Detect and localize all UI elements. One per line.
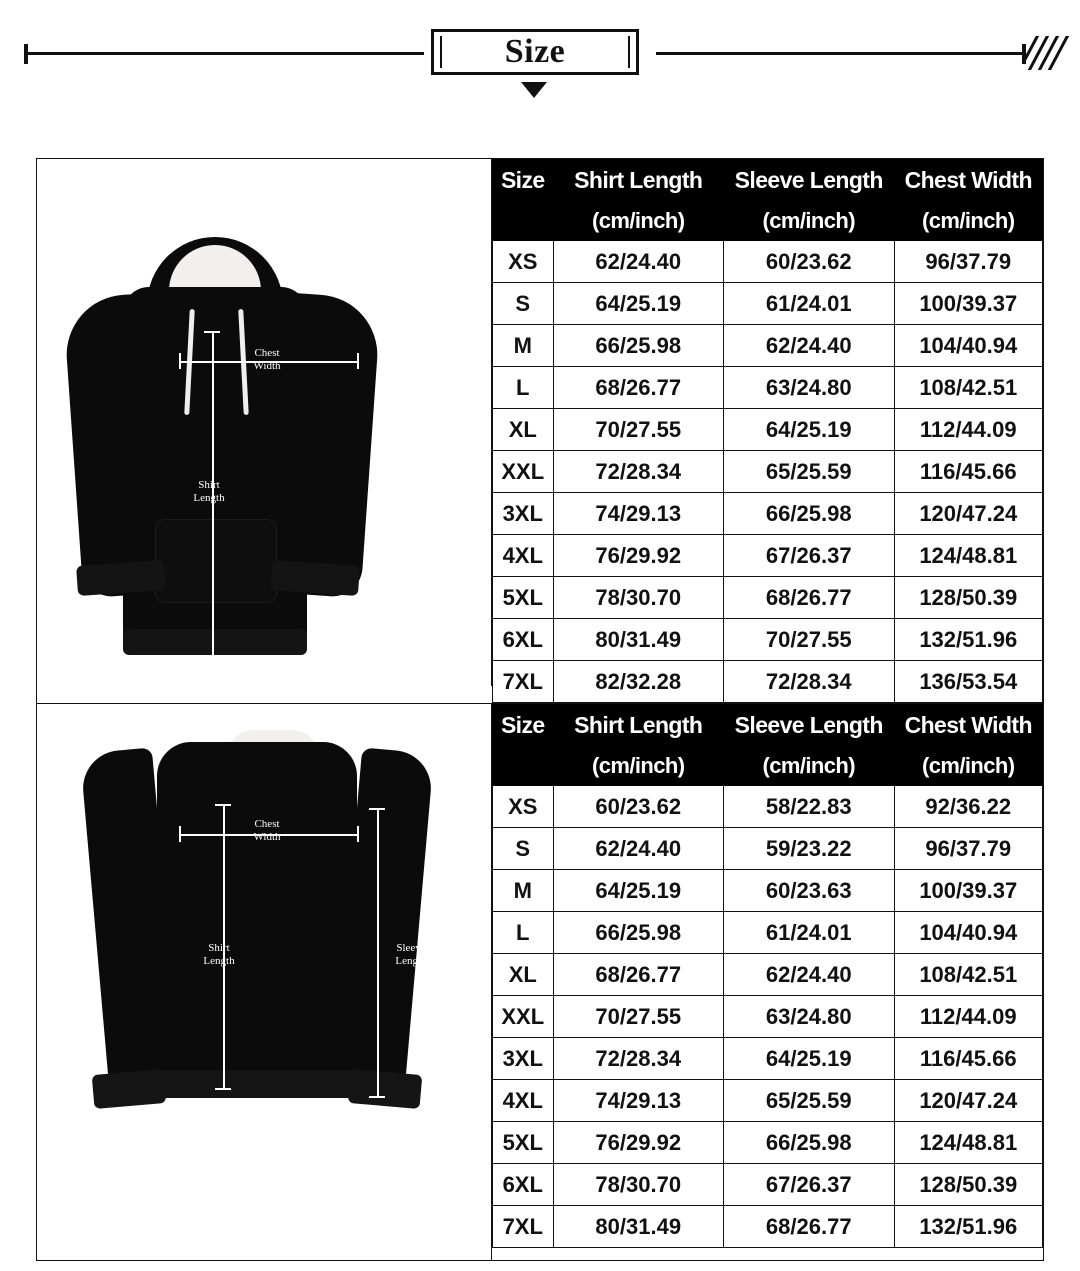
cell-shirt-length: 80/31.49 [553, 619, 724, 661]
cell-sleeve-length: 63/24.80 [724, 367, 895, 409]
sweatshirt-shirt-length-tick-top [215, 804, 231, 806]
sweatshirt-block [37, 704, 1043, 1260]
cell-chest-width: 108/42.51 [894, 954, 1043, 996]
page-title-box [431, 29, 639, 75]
col-unit-size [493, 202, 554, 241]
cell-chest-width: 124/48.81 [894, 535, 1043, 577]
cell-sleeve-length: 60/23.63 [724, 870, 895, 912]
cell-shirt-length: 72/28.34 [553, 451, 724, 493]
hoodie-left-cuff-shape [76, 560, 166, 596]
cell-size: S [493, 283, 554, 325]
sweatshirt-sleeve-length-tick-top [369, 808, 385, 810]
cell-chest-width: 96/37.79 [894, 241, 1043, 283]
hoodie-size-table-body [493, 241, 1043, 703]
cell-sleeve-length: 67/26.37 [724, 1164, 895, 1206]
hoodie-size-table-wrap [492, 159, 1043, 703]
cell-chest-width: 100/39.37 [894, 870, 1043, 912]
cell-shirt-length: 70/27.55 [553, 996, 724, 1038]
cell-size: S [493, 828, 554, 870]
table-row [493, 367, 1043, 409]
table-row [493, 661, 1043, 703]
cell-shirt-length: 62/24.40 [553, 241, 724, 283]
cell-size: XXL [493, 451, 554, 493]
cell-shirt-length: 68/26.77 [553, 367, 724, 409]
cell-sleeve-length: 62/24.40 [724, 954, 895, 996]
cell-size: 4XL [493, 535, 554, 577]
hoodie-size-table-unit-row [493, 202, 1043, 241]
cell-size: L [493, 367, 554, 409]
sweatshirt-diagram [37, 704, 492, 1260]
cell-chest-width: 112/44.09 [894, 996, 1043, 1038]
cell-chest-width: 96/37.79 [894, 828, 1043, 870]
hoodie-size-table [492, 159, 1043, 703]
cell-shirt-length: 62/24.40 [553, 828, 724, 870]
hoodie-chest-width-tick-left [179, 353, 181, 369]
cell-chest-width: 92/36.22 [894, 786, 1043, 828]
cell-chest-width: 100/39.37 [894, 283, 1043, 325]
cell-size: 6XL [493, 619, 554, 661]
cell-chest-width: 104/40.94 [894, 912, 1043, 954]
cell-sleeve-length: 70/27.55 [724, 619, 895, 661]
cell-sleeve-length: 58/22.83 [724, 786, 895, 828]
cell-shirt-length: 72/28.34 [553, 1038, 724, 1080]
cell-sleeve-length: 66/25.98 [724, 1122, 895, 1164]
table-row [493, 241, 1043, 283]
table-row [493, 451, 1043, 493]
cell-sleeve-length: 62/24.40 [724, 325, 895, 367]
cell-shirt-length: 80/31.49 [553, 1206, 724, 1248]
col-unit-shirt-length: (cm/inch) [553, 202, 724, 241]
cell-size: M [493, 870, 554, 912]
cell-size: XS [493, 786, 554, 828]
sweatshirt-body-shape [157, 742, 357, 1092]
cell-shirt-length: 68/26.77 [553, 954, 724, 996]
cell-chest-width: 116/45.66 [894, 451, 1043, 493]
table-row [493, 912, 1043, 954]
down-caret-icon [521, 82, 547, 98]
table-row [493, 786, 1043, 828]
col-unit-shirt-length: (cm/inch) [553, 747, 724, 786]
cell-sleeve-length: 66/25.98 [724, 493, 895, 535]
sweatshirt-size-table-unit-row [493, 747, 1043, 786]
hoodie-shirt-length-tick-top [204, 331, 220, 333]
cell-chest-width: 112/44.09 [894, 409, 1043, 451]
header-rule-left [24, 52, 424, 55]
col-unit-chest-width: (cm/inch) [894, 202, 1043, 241]
col-header-chest-width: Chest Width [894, 705, 1043, 747]
table-row [493, 1164, 1043, 1206]
col-header-size: Size [493, 160, 554, 202]
cell-chest-width: 116/45.66 [894, 1038, 1043, 1080]
col-header-chest-width: Chest Width [894, 160, 1043, 202]
cell-shirt-length: 74/29.13 [553, 493, 724, 535]
hoodie-size-table-head [493, 160, 1043, 241]
col-header-sleeve-length: Sleeve Length [724, 705, 895, 747]
page-header [0, 0, 1080, 110]
sweatshirt-size-table [492, 704, 1043, 1248]
cell-size: M [493, 325, 554, 367]
sweatshirt-shirt-length-tick-bottom [215, 1088, 231, 1090]
table-row [493, 1038, 1043, 1080]
cell-chest-width: 132/51.96 [894, 619, 1043, 661]
cell-size: 6XL [493, 1164, 554, 1206]
cell-chest-width: 108/42.51 [894, 367, 1043, 409]
table-row [493, 493, 1043, 535]
cell-size: 3XL [493, 1038, 554, 1080]
hoodie-hem-shape [123, 629, 307, 655]
sweatshirt-chest-width-label: Chest Width [253, 818, 281, 843]
hoodie-chest-width-label: Chest Width [253, 347, 281, 372]
cell-sleeve-length: 64/25.19 [724, 409, 895, 451]
col-header-size: Size [493, 705, 554, 747]
cell-sleeve-length: 68/26.77 [724, 1206, 895, 1248]
cell-shirt-length: 70/27.55 [553, 409, 724, 451]
sweatshirt-chest-width-tick-left [179, 826, 181, 842]
cell-shirt-length: 66/25.98 [553, 325, 724, 367]
cell-size: 4XL [493, 1080, 554, 1122]
sweatshirt-sleeve-length-tick-bottom [369, 1096, 385, 1098]
col-header-shirt-length: Shirt Length [553, 705, 724, 747]
cell-shirt-length: 64/25.19 [553, 870, 724, 912]
col-unit-sleeve-length: (cm/inch) [724, 747, 895, 786]
cell-size: 7XL [493, 1206, 554, 1248]
cell-chest-width: 136/53.54 [894, 661, 1043, 703]
table-row [493, 870, 1043, 912]
size-chart-sheet [36, 158, 1044, 1261]
cell-chest-width: 128/50.39 [894, 1164, 1043, 1206]
cell-shirt-length: 82/32.28 [553, 661, 724, 703]
col-unit-chest-width: (cm/inch) [894, 747, 1043, 786]
cell-shirt-length: 66/25.98 [553, 912, 724, 954]
hatch-decoration-icon [1024, 36, 1076, 70]
table-row [493, 1122, 1043, 1164]
cell-shirt-length: 78/30.70 [553, 1164, 724, 1206]
cell-sleeve-length: 65/25.59 [724, 1080, 895, 1122]
cell-size: XXL [493, 996, 554, 1038]
cell-chest-width: 132/51.96 [894, 1206, 1043, 1248]
table-row [493, 828, 1043, 870]
cell-size: 5XL [493, 1122, 554, 1164]
cell-size: 5XL [493, 577, 554, 619]
table-row [493, 954, 1043, 996]
hoodie-pocket-shape [155, 519, 277, 603]
sweatshirt-size-table-header-row [493, 705, 1043, 747]
hoodie-diagram [37, 159, 492, 686]
cell-chest-width: 104/40.94 [894, 325, 1043, 367]
sweatshirt-sleeve-length-label: Sleeve Length [395, 942, 427, 967]
cell-size: XL [493, 409, 554, 451]
cell-sleeve-length: 61/24.01 [724, 283, 895, 325]
hoodie-chest-width-tick-right [357, 353, 359, 369]
col-header-sleeve-length: Sleeve Length [724, 160, 895, 202]
cell-chest-width: 124/48.81 [894, 1122, 1043, 1164]
header-rule-cap-left [24, 44, 28, 64]
cell-sleeve-length: 67/26.37 [724, 535, 895, 577]
col-unit-sleeve-length: (cm/inch) [724, 202, 895, 241]
page-title: Size [504, 33, 566, 70]
cell-sleeve-length: 64/25.19 [724, 1038, 895, 1080]
cell-size: 7XL [493, 661, 554, 703]
hoodie-shirt-length-tick-bottom [204, 659, 220, 661]
cell-size: L [493, 912, 554, 954]
table-row [493, 1080, 1043, 1122]
sweatshirt-chest-width-tick-right [357, 826, 359, 842]
cell-chest-width: 120/47.24 [894, 1080, 1043, 1122]
hoodie-size-table-header-row [493, 160, 1043, 202]
cell-shirt-length: 76/29.92 [553, 535, 724, 577]
table-row [493, 577, 1043, 619]
col-header-shirt-length: Shirt Length [553, 160, 724, 202]
cell-shirt-length: 76/29.92 [553, 1122, 724, 1164]
sweatshirt-shirt-length-label: Shirt Length [203, 942, 235, 967]
hoodie-block [37, 159, 1043, 704]
hoodie-right-cuff-shape [270, 560, 360, 596]
col-unit-size [493, 747, 554, 786]
table-row [493, 283, 1043, 325]
cell-sleeve-length: 59/23.22 [724, 828, 895, 870]
cell-size: 3XL [493, 493, 554, 535]
cell-sleeve-length: 72/28.34 [724, 661, 895, 703]
table-row [493, 1206, 1043, 1248]
cell-shirt-length: 60/23.62 [553, 786, 724, 828]
cell-shirt-length: 64/25.19 [553, 283, 724, 325]
table-row [493, 535, 1043, 577]
sweatshirt-size-table-head [493, 705, 1043, 786]
sweatshirt-size-table-wrap [492, 704, 1043, 1260]
cell-chest-width: 120/47.24 [894, 493, 1043, 535]
header-rule-right [656, 52, 1026, 55]
cell-size: XL [493, 954, 554, 996]
table-row [493, 325, 1043, 367]
table-row [493, 409, 1043, 451]
cell-sleeve-length: 61/24.01 [724, 912, 895, 954]
sweatshirt-hem-shape [157, 1070, 357, 1098]
cell-chest-width: 128/50.39 [894, 577, 1043, 619]
cell-shirt-length: 74/29.13 [553, 1080, 724, 1122]
sweatshirt-size-table-body [493, 786, 1043, 1248]
sweatshirt-right-cuff-shape [348, 1069, 423, 1109]
cell-size: XS [493, 241, 554, 283]
cell-sleeve-length: 60/23.62 [724, 241, 895, 283]
table-row [493, 996, 1043, 1038]
cell-shirt-length: 78/30.70 [553, 577, 724, 619]
hoodie-shirt-length-label: Shirt Length [193, 479, 225, 504]
cell-sleeve-length: 68/26.77 [724, 577, 895, 619]
table-row [493, 619, 1043, 661]
cell-sleeve-length: 65/25.59 [724, 451, 895, 493]
cell-sleeve-length: 63/24.80 [724, 996, 895, 1038]
sweatshirt-left-cuff-shape [92, 1069, 167, 1109]
